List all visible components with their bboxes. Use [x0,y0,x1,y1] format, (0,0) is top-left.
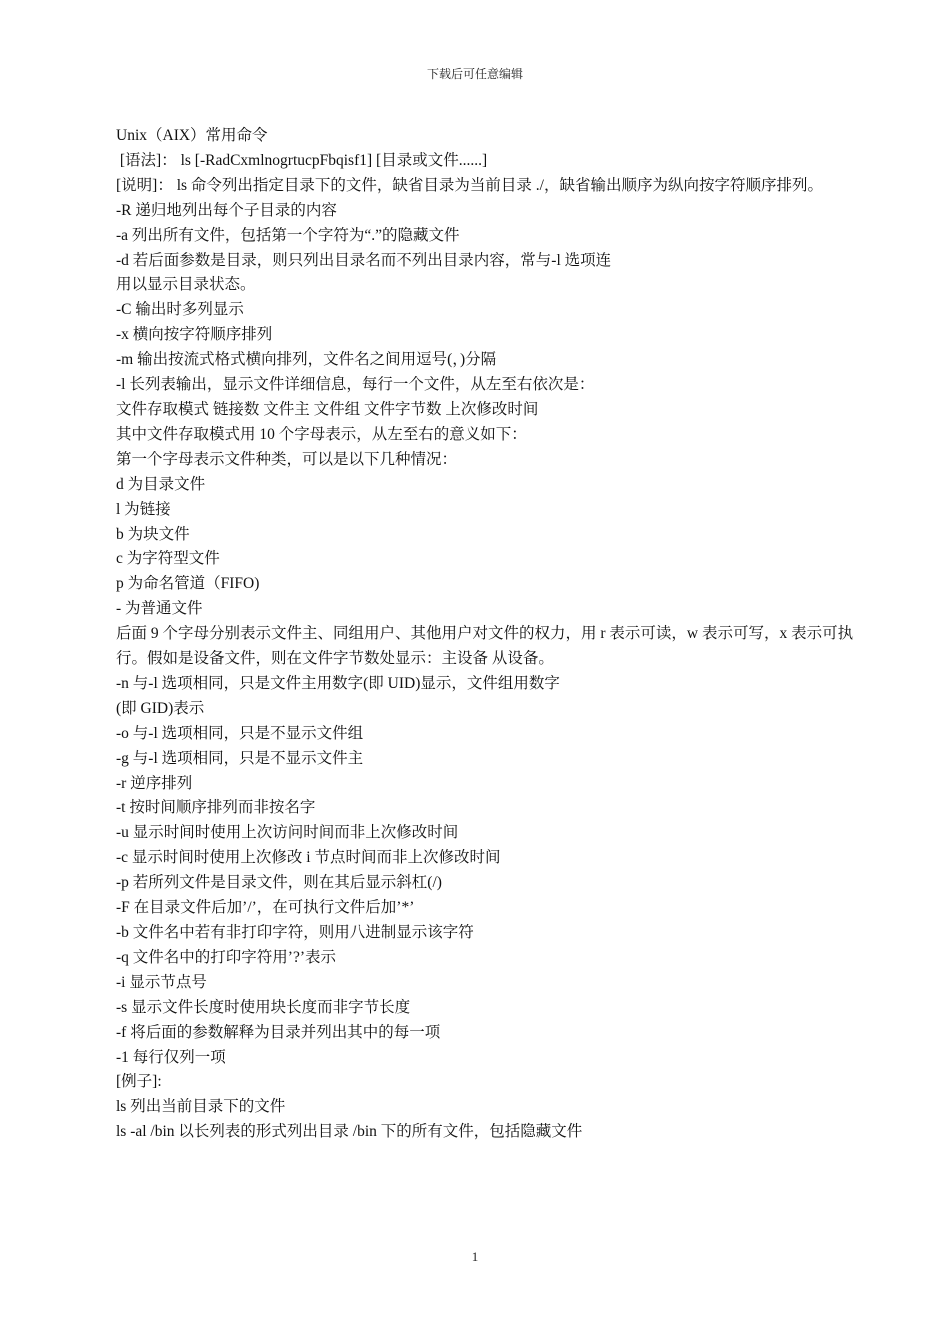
file-type-intro: 第一个字母表示文件种类，可以是以下几种情况： [116,450,458,468]
option-r: -r 逆序排列 [116,774,193,792]
option-1: -1 每行仅列一项 [116,1048,226,1066]
option-o: -o 与-l 选项相同，只是不显示文件组 [116,724,364,742]
option-g: -g 与-l 选项相同，只是不显示文件主 [116,749,364,767]
examples-heading: [例子]: [116,1073,162,1091]
file-type-regular: - 为普通文件 [116,600,203,618]
option-l: -l 长列表输出，显示文件详细信息，每行一个文件，从左至右依次是： [116,376,595,394]
option-s: -s 显示文件长度时使用块长度而非字节长度 [116,998,411,1016]
option-f: -f 将后面的参数解释为目录并列出其中的每一项 [116,1023,441,1041]
access-mode-intro: 其中文件存取模式用 10 个字母表示，从左至右的意义如下： [116,425,527,443]
option-n-continued: (即 GID)表示 [116,699,205,717]
example-ls: ls 列出当前目录下的文件 [116,1098,286,1116]
example-ls-al: ls -al /bin 以长列表的形式列出目录 /bin 下的所有文件，包括隐藏文件 [116,1123,583,1141]
page-header [0,66,950,82]
page-number: 1 [471,1249,479,1264]
option-t: -t 按时间顺序排列而非按名字 [116,799,316,817]
header-text: 下载后可任意编辑 [426,67,523,81]
document-body [116,124,866,1145]
file-type-p: p 为命名管道（FIFO) [116,575,260,593]
option-p: -p 若所列文件是目录文件，则在其后显示斜杠(/) [116,874,442,892]
permissions-paragraph: 后面 9 个字母分别表示文件主、同组用户、其他用户对文件的权力，用 r 表示可读，w 表示可写，x 表示可执行。假如是设备文件，则在文件字节数处显示：主设备 从设备。 [116,625,854,668]
doc-title: Unix（AIX）常用命令 [116,127,268,144]
page-footer [0,1248,950,1266]
file-type-l: l 为链接 [116,500,171,518]
file-type-d: d 为目录文件 [116,475,206,493]
option-m: -m 输出按流式格式横向排列，文件名之间用逗号(，)分隔 [116,351,497,369]
option-F: -F 在目录文件后加’/’，在可执行文件后加’*’ [116,899,415,917]
option-q: -q 文件名中的打印字符用’?’表示 [116,948,336,966]
option-n: -n 与-l 选项相同，只是文件主用数字(即 UID)显示，文件组用数字 [116,674,560,692]
option-u: -u 显示时间时使用上次访问时间而非上次修改时间 [116,824,459,842]
option-i: -i 显示节点号 [116,973,207,991]
long-list-fields: 文件存取模式 链接数 文件主 文件组 文件字节数 上次修改时间 [116,400,539,418]
option-R: -R 递归地列出每个子目录的内容 [116,201,337,219]
option-a: -a 列出所有文件，包括第一个字符为“.”的隐藏文件 [116,226,460,244]
file-type-c: c 为字符型文件 [116,550,220,568]
option-C: -C 输出时多列显示 [116,301,244,319]
option-d: -d 若后面参数是目录，则只列出目录名而不列出目录内容，常与-l 选项连 [116,251,612,269]
syntax-line: [语法]： ls [-RadCxmlnogrtucpFbqisf1] [目录或文件......] [116,151,488,169]
option-x: -x 横向按字符顺序排列 [116,326,273,344]
option-b: -b 文件名中若有非打印字符，则用八进制显示该字符 [116,924,474,941]
file-type-b: b 为块文件 [116,525,190,543]
option-c: -c 显示时间时使用上次修改 i 节点时间而非上次修改时间 [116,849,501,867]
option-d-continued: 用以显示目录状态。 [116,276,256,294]
description-paragraph: [说明]： ls 命令列出指定目录下的文件，缺省目录为当前目录 ./，缺省输出顺序为纵向按字符顺序排列。 [116,176,823,194]
